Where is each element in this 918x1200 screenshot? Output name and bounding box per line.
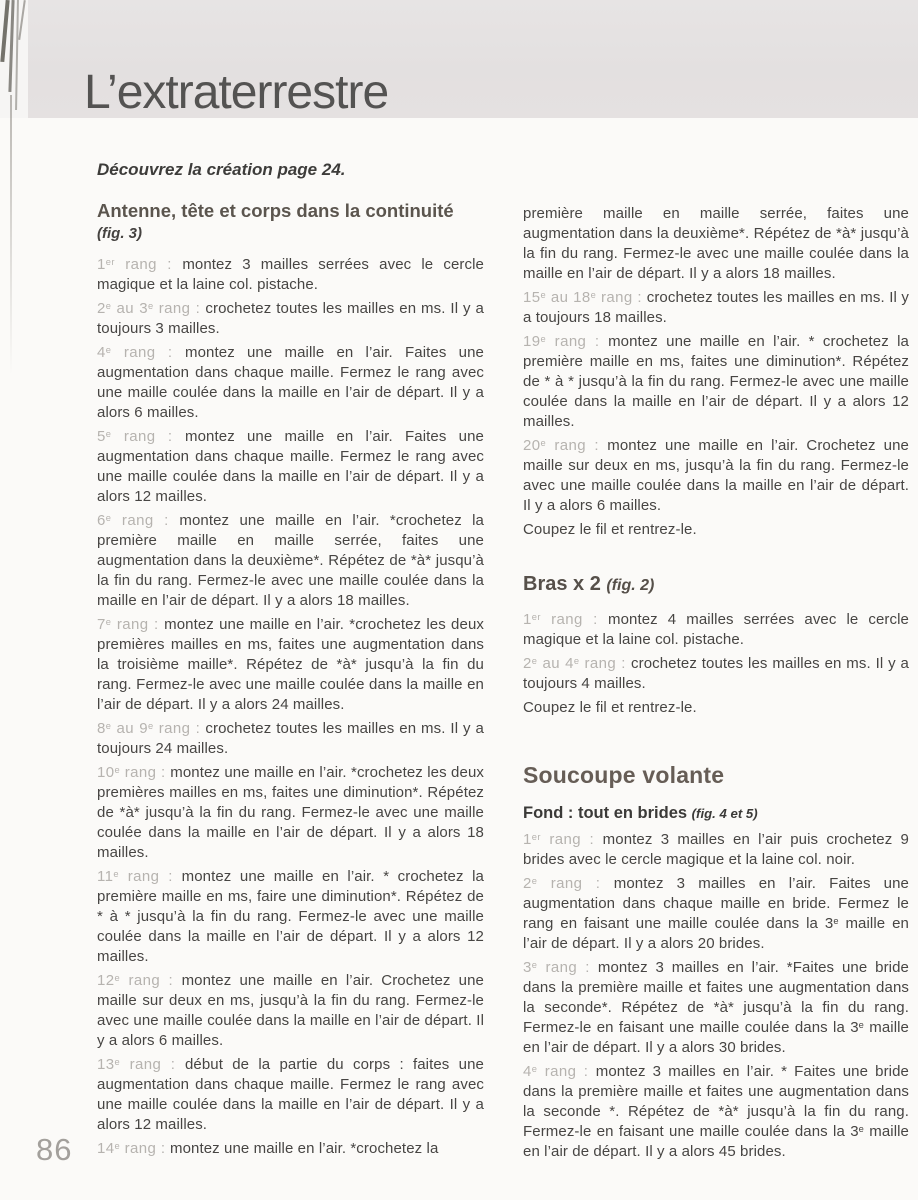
instruction-text: montez une maille en l’air. Crochetez une maille sur deux en ms, jusqu’à la fin du rang. Fermez-le avec une maille coulée dans la maille en l’air de départ. Il y a alors 6 mailles. [97, 972, 484, 1049]
rang-label: 13e rang : [97, 1056, 185, 1073]
ordinal-superscript: e [114, 764, 121, 775]
figure-reference: (fig. 2) [606, 577, 655, 594]
instruction-text: montez une maille en l’air. Crochetez une maille sur deux en ms, jusqu’à la fin du rang. Fermez-le avec une maille coulée dans la maille en l’air de départ. Il y a alors 6 mailles. [523, 437, 909, 514]
rang-label: 1er rang : [523, 611, 608, 628]
pattern-row-paragraph [97, 299, 484, 339]
ordinal-superscript: e [113, 868, 119, 879]
ordinal-superscript: e [531, 1063, 538, 1074]
instruction-text: montez une maille en l’air. * crochetez la première maille en ms, faire une diminution*. Répétez de * à * jusqu’à la fin du rang. Fermez-le avec une maille coulée dans la maille en l’air de départ. Il y a alors 12 mailles. [97, 868, 484, 965]
pattern-row-paragraph [523, 874, 909, 954]
pattern-note [523, 520, 909, 540]
ordinal-superscript: e [540, 333, 547, 344]
pattern-row-paragraph [97, 427, 484, 507]
rang-label: 4e rang : [523, 1063, 596, 1080]
ordinal-superscript: e [105, 616, 112, 627]
rang-label: 2e au 4e rang : [523, 655, 631, 672]
instruction-text: montez 3 mailles en l’air. Faites une augmentation dans chaque maille en bride. Fermez le rang en faisant une maille coulée dans la 3e maille en l’air de départ. Il y a alors 20 brides. [523, 875, 909, 952]
instruction-text: début de la partie du corps : faites une augmentation dans chaque maille. Fermez le rang avec une maille coulée dans la maille en l’air de départ. Il y a alors 12 mailles. [97, 1056, 484, 1133]
ordinal-superscript: e [105, 344, 112, 355]
rang-label: 5e rang : [97, 428, 185, 445]
binding-mark [0, 0, 9, 62]
rang-label: 1er rang : [97, 256, 183, 273]
pattern-note [523, 698, 909, 718]
ordinal-superscript: e [590, 289, 597, 300]
pattern-row-paragraph [97, 615, 484, 715]
instruction-text: montez 3 mailles en l’air. *Faites une bride dans la première maille et faites une augmentation dans la seconde*. Répétez de *à* jusqu’à la fin du rang. Fermez-le en faisant une maille coulée dans la 3e maille en l’air de départ. Il y a alors 30 brides. [523, 959, 910, 1056]
pattern-row-paragraph [523, 436, 909, 516]
figure-reference: (fig. 4 et 5) [691, 806, 758, 821]
instruction-text: crochetez toutes les mailles en ms. Il y a toujours 18 mailles. [523, 289, 909, 326]
ordinal-superscript: e [531, 875, 538, 886]
ordinal-superscript: e [858, 1019, 864, 1030]
instruction-text: crochetez toutes les mailles en ms. Il y a toujours 4 mailles. [523, 655, 909, 692]
ordinal-superscript: e [833, 915, 839, 926]
pattern-row-paragraph [97, 719, 484, 759]
instruction-text: crochetez toutes les mailles en ms. Il y a toujours 3 mailles. [97, 300, 484, 337]
rang-label: 14e rang : [97, 1140, 170, 1157]
ordinal-superscript: er [105, 256, 115, 267]
instruction-text: montez une maille en l’air. Faites une augmentation dans chaque maille. Fermez le rang avec une maille coulée dans la maille en l’air de départ. Il y a alors 12 mailles. [97, 428, 484, 505]
instruction-text: montez 3 mailles serrées avec le cercle magique et la laine col. pistache. [97, 256, 484, 293]
rang-label: 2e rang : [523, 875, 614, 892]
pattern-continuation-paragraph [523, 204, 909, 284]
ordinal-superscript: e [858, 1123, 864, 1134]
binding-mark [8, 0, 14, 92]
pattern-row-paragraph [523, 332, 909, 432]
rang-label: 7e rang : [97, 616, 165, 633]
ordinal-superscript: e [147, 300, 154, 311]
instruction-text: montez une maille en l’air. *crochetez la première maille en maille serrée, faites une augmentation dans la deuxième*. Répétez de *à* jusqu’à la fin du rang. Fermez-le avec une maille coulée dans la maille en l’air de départ. Il y a alors 18 mailles. [97, 512, 484, 609]
pattern-row-paragraph [523, 610, 909, 650]
intro-note: Découvrez la création page 24. [97, 160, 346, 179]
sub-section-heading [523, 804, 909, 823]
binding-mark [18, 0, 26, 40]
rang-label: 8e au 9e rang : [97, 720, 206, 737]
spine-shadow [10, 95, 12, 375]
instruction-text: première maille en maille serrée, faites une augmentation dans la deuxième*. Répétez de *à* jusqu’à la fin du rang. Fermez-le avec une maille coulée dans la maille en l’air de départ. Il y a alors 18 mailles. [523, 205, 909, 282]
heading-text: Fond : tout en brides [523, 804, 692, 822]
ordinal-superscript: e [147, 720, 154, 731]
binding-mark [15, 0, 19, 110]
pattern-row-paragraph [523, 830, 909, 870]
instruction-text: crochetez toutes les mailles en ms. Il y a toujours 24 mailles. [97, 720, 484, 757]
rang-label: 2e au 3e rang : [97, 300, 206, 317]
instruction-text: montez une maille en l’air. * crochetez la première maille en ms, faites une diminution*. Répétez de * à * jusqu’à la fin du rang. Fermez-le avec une maille coulée dans la maille en l’air de départ. Il y a alors 12 mailles. [523, 333, 909, 430]
heading-text: Soucoupe volante [523, 762, 725, 788]
pattern-row-paragraph [523, 654, 909, 694]
pattern-row-paragraph [97, 343, 484, 423]
ordinal-superscript: e [105, 720, 112, 731]
instruction-text: montez 3 mailles en l’air puis crochetez 9 brides avec le cercle magique et la laine col. noir. [523, 831, 909, 868]
instruction-text: montez une maille en l’air. *crochetez les deux premières mailles en ms, faites une augmentation dans la troisième maille*. Répétez de *à* jusqu’à la fin du rang. Fermez-le avec une maille coulée dans la maille en l’air de départ. Il y a alors 24 mailles. [97, 616, 484, 713]
rang-label: 11e rang : [97, 868, 182, 885]
ordinal-superscript: e [114, 972, 121, 983]
section-heading [523, 762, 909, 789]
ordinal-superscript: e [105, 428, 112, 439]
instruction-text: montez une maille en l’air. Faites une augmentation dans chaque maille. Fermez le rang avec une maille coulée dans la maille en l’air de départ. Il y a alors 6 mailles. [97, 344, 484, 421]
ordinal-superscript: er [531, 611, 541, 622]
rang-label: 20e rang : [523, 437, 608, 454]
ordinal-superscript: e [573, 655, 580, 666]
page-title: L’extraterrestre [84, 66, 389, 119]
rang-label: 10e rang : [97, 764, 171, 781]
instruction-text: Coupez le fil et rentrez-le. [523, 521, 697, 538]
pattern-row-paragraph [97, 971, 484, 1051]
instruction-text: montez 3 mailles en l’air. * Faites une bride dans la première maille et faites une augmentation dans la seconde *. Répétez de *à* jusqu’à la fin du rang. Fermez-le en faisant une maille coulée dans la 3e maille en l’air de départ. Il y a alors 45 brides. [523, 1063, 910, 1160]
instruction-text: montez 4 mailles serrées avec le cercle magique et la laine col. pistache. [523, 611, 909, 648]
pattern-row-paragraph [97, 511, 484, 611]
pattern-row-paragraph [523, 1062, 909, 1162]
rang-label: 12e rang : [97, 972, 182, 989]
right-column [523, 204, 909, 1166]
instruction-text: montez une maille en l’air. *crochetez les deux premières mailles en ms, faites une diminution*. Répétez de *à* jusqu’à la fin du rang. Fermez-le avec une maille coulée dans la maille en l’air de départ. Il y a alors 18 mailles. [97, 764, 484, 861]
ordinal-superscript: e [540, 289, 547, 300]
ordinal-superscript: e [105, 512, 112, 523]
rang-label: 1er rang : [523, 831, 603, 848]
instruction-text: Coupez le fil et rentrez-le. [523, 699, 697, 716]
ordinal-superscript: e [105, 300, 112, 311]
section-heading [523, 573, 909, 596]
figure-caption [97, 225, 484, 242]
rang-label: 15e au 18e rang : [523, 289, 647, 306]
page-spine [0, 0, 28, 118]
ordinal-superscript: e [531, 959, 538, 970]
left-column [97, 200, 484, 1163]
heading-text: Antenne, tête et corps dans la continuité [97, 200, 454, 221]
instruction-text: montez une maille en l’air. *crochetez la [169, 1140, 439, 1157]
ordinal-superscript: e [531, 655, 538, 666]
pattern-row-paragraph [523, 288, 909, 328]
rang-label: 3e rang : [523, 959, 598, 976]
rang-label: 19e rang : [523, 333, 609, 350]
pattern-row-paragraph [523, 958, 909, 1058]
page-number: 86 [36, 1132, 73, 1167]
rang-label: 4e rang : [97, 344, 185, 361]
pattern-row-paragraph [97, 1055, 484, 1135]
pattern-row-paragraph [97, 1139, 484, 1159]
ordinal-superscript: e [540, 437, 547, 448]
pattern-row-paragraph [97, 867, 484, 967]
ordinal-superscript: e [114, 1056, 121, 1067]
pattern-row-paragraph [97, 763, 484, 863]
instruction-text: (fig. 3) [97, 225, 142, 242]
heading-text: Bras x 2 [523, 573, 607, 595]
rang-label: 6e rang : [97, 512, 180, 529]
section-heading [97, 200, 484, 222]
ordinal-superscript: e [114, 1140, 121, 1151]
pattern-row-paragraph [97, 255, 484, 295]
ordinal-superscript: er [531, 831, 541, 842]
